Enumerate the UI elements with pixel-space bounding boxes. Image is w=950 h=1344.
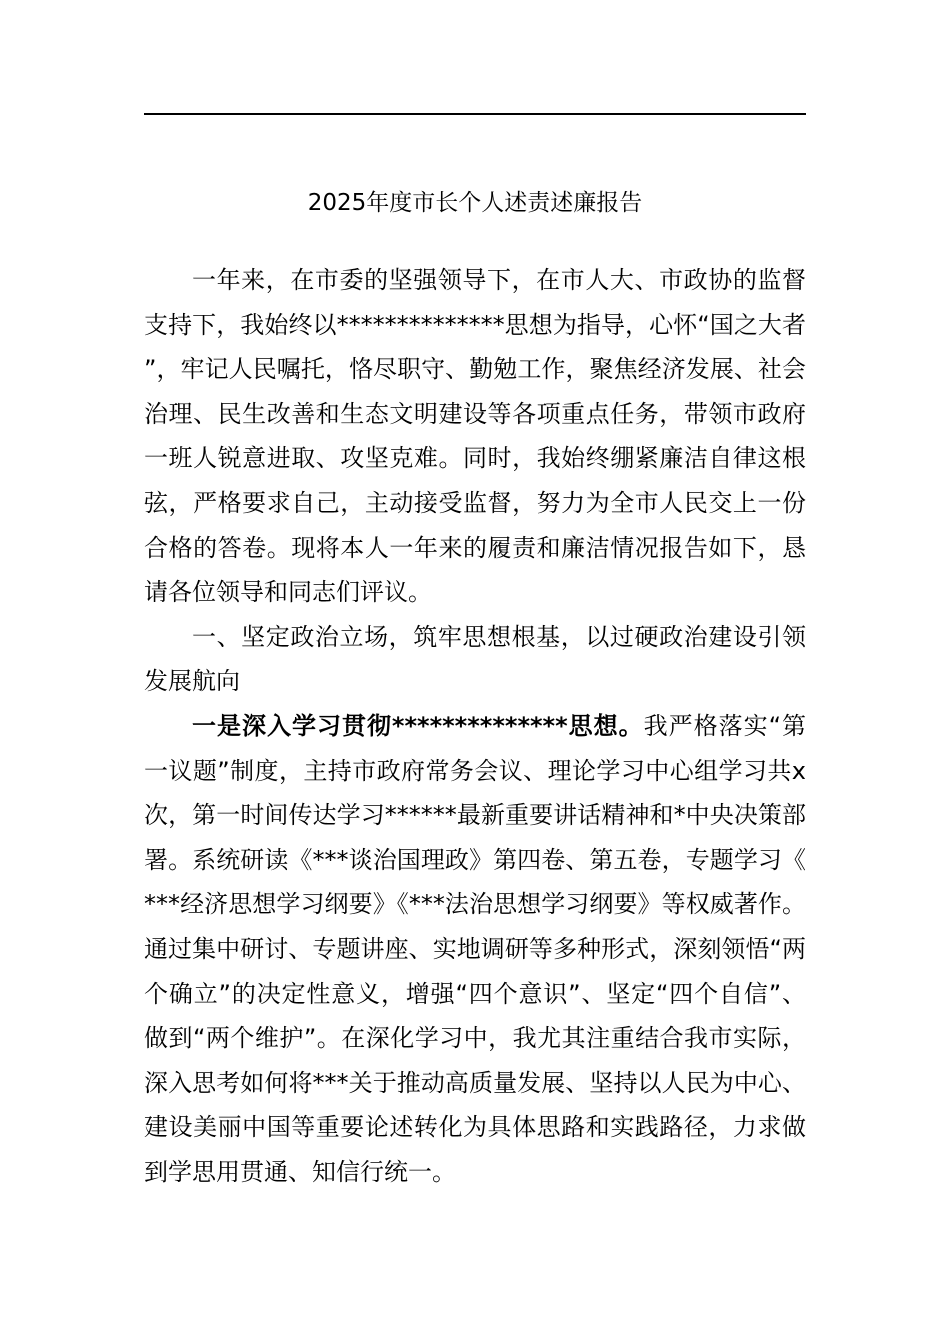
- document-title: 2025年度市长个人述责述廉报告: [307, 190, 643, 216]
- section-1-item-1-lead: 一是深入学习贯彻**************思想。: [192, 711, 644, 740]
- section-1-heading: 一、坚定政治立场，筑牢思想根基，以过硬政治建设引领发展航向: [144, 622, 806, 696]
- section-1-item-1-paragraph: [144, 704, 806, 1195]
- section-1-item-1-body: 我严格落实“第一议题”制度，主持市政府常务会议、理论学习中心组学习共x次，第一时间传达学习******最新重要讲话精神和*中央决策部署。系统研读《***谈治国理政》第四卷、第五卷，专题学习《***经济思想学习纲要》《***法治思想学习纲要》等权威著作。通过集中研讨、专题讲座、实地调研等多种形式，深刻领悟“两个确立”的决定性意义，增强“四个意识”、坚定“四个自信”、做到“两个维护”。在深化学习中，我尤其注重结合我市实际，深入思考如何将***关于推动高质量发展、坚持以人民为中心、建设美丽中国等重要论述转化为具体思路和实践路径，力求做到学思用贯通、知信行统一。: [144, 711, 806, 1186]
- document-body: [144, 258, 806, 1194]
- intro-paragraph: 一年来，在市委的坚强领导下，在市人大、市政协的监督支持下，我始终以**************思想为指导，心怀“国之大者”，牢记人民嘱托，恪尽职守、勤勉工作，聚焦经济发展、社会治理、民生改善和生态文明建设等各项重点任务，带领市政府一班人锐意进取、攻坚克难。同时，我始终绷紧廉洁自律这根弦，严格要求自己，主动接受监督，努力为全市人民交上一份合格的答卷。现将本人一年来的履责和廉洁情况报告如下，恳请各位领导和同志们评议。: [144, 266, 806, 607]
- header-rule: [144, 113, 806, 115]
